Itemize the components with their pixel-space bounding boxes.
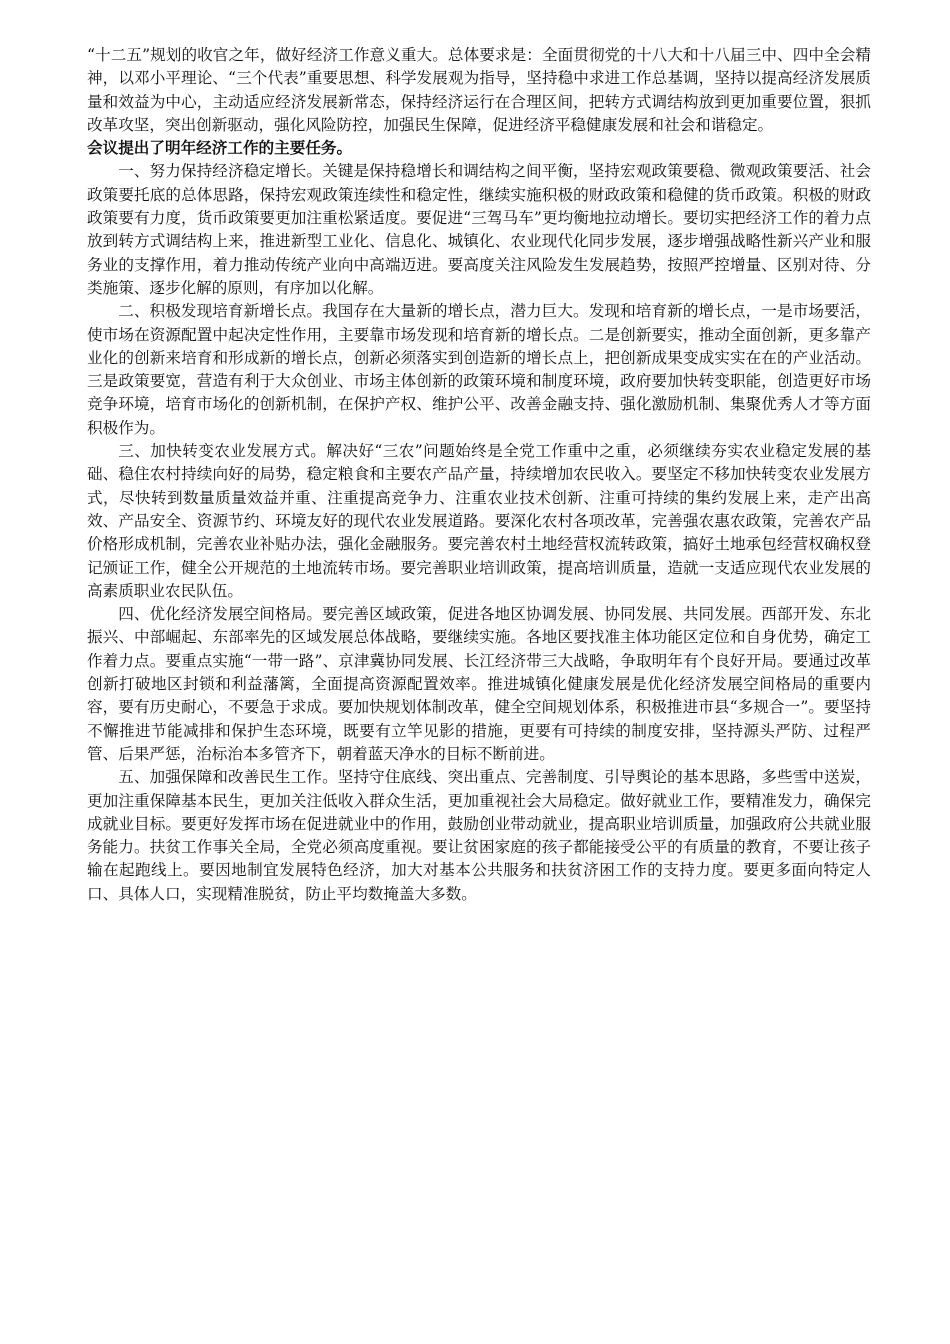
intro-paragraph: “十二五”规划的收官之年，做好经济工作意义重大。总体要求是：全面贯彻党的十八大和十八届三中、四中全会精神，以邓小平理论、“三个代表”重要思想、科学发展观为指导，坚持稳中求进工作总基调，坚持以提高经济发展质量和效益为中心，主动适应经济发展新常态，保持经济运行在合理区间，把转方式调结构放到更加重要位置，狠抓改革攻坚，突出创新驱动，强化风险防控，加强民生保障，促进经济平稳健康发展和社会和谐稳定。 — [87, 46, 871, 134]
task-paragraph-3: 三、加快转变农业发展方式。解决好“三农”问题始终是全党工作重中之重，必须继续夯实农业稳定发展的基础、稳住农村持续向好的局势，稳定粮食和主要农产品产量，持续增加农民收入。要坚定不移加快转变农业发展方式，尽快转到数量质量效益并重、注重提高竞争力、注重农业技术创新、注重可持续的集约发展上来，走产出高效、产品安全、资源节约、环境友好的现代农业发展道路。要深化农村各项改革，完善强农惠农政策，完善农产品价格形成机制，完善农业补贴办法，强化金融服务。要完善农村土地经营权流转政策，搞好土地承包经营权确权登记颁证工作，健全公开规范的土地流转市场。要完善职业培训政策，提高培训质量，造就一支适应现代农业发展的高素质职业农民队伍。 — [87, 442, 871, 600]
task-paragraph-2: 二、积极发现培育新增长点。我国存在大量新的增长点，潜力巨大。发现和培育新的增长点，一是市场要活，使市场在资源配置中起决定性作用，主要靠市场发现和培育新的增长点。二是创新要实，推动全面创新，更多靠产业化的创新来培育和形成新的增长点，创新必须落实到创造新的增长点上，把创新成果变成实实在在的产业活动。三是政策要宽，营造有利于大众创业、市场主体创新的政策环境和制度环境，政府要加快转变职能，创造更好市场竞争环境，培育市场化的创新机制，在保护产权、维护公平、改善金融支持、强化激励机制、集聚优秀人才等方面积极作为。 — [87, 302, 871, 437]
task-paragraph-1: 一、努力保持经济稳定增长。关键是保持稳增长和调结构之间平衡，坚持宏观政策要稳、微观政策要活、社会政策要托底的总体思路，保持宏观政策连续性和稳定性，继续实施积极的财政政策和稳健的货币政策。积极的财政政策要有力度，货币政策要更加注重松紧适度。要促进“三驾马车”更均衡地拉动增长。要切实把经济工作的着力点放到转方式调结构上来，推进新型工业化、信息化、城镇化、农业现代化同步发展，逐步增强战略性新兴产业和服务业的支撑作用，着力推动传统产业向中高端迈进。要高度关注风险发生发展趋势，按照严控增量、区别对待、分类施策、逐步化解的原则，有序加以化解。 — [87, 162, 871, 297]
task-paragraph-4: 四、优化经济发展空间格局。要完善区域政策，促进各地区协调发展、协同发展、共同发展。西部开发、东北振兴、中部崛起、东部率先的区域发展总体战略，要继续实施。各地区要找准主体功能区定位和自身优势，确定工作着力点。要重点实施“一带一路”、京津冀协同发展、长江经济带三大战略，争取明年有个良好开局。要通过改革创新打破地区封锁和利益藩篱，全面提高资源配置效率。推进城镇化健康发展是优化经济发展空间格局的重要内容，要有历史耐心，不要急于求成。要加快规划体制改革，健全空间规划体系，积极推进市县“多规合一”。要坚持不懈推进节能减排和保护生态环境，既要有立竿见影的措施，更要有可持续的制度安排，坚持源头严防、过程严管、后果严惩，治标治本多管齐下，朝着蓝天净水的目标不断前进。 — [87, 605, 871, 763]
document-page — [87, 44, 871, 906]
task-paragraph-5: 五、加强保障和改善民生工作。坚持守住底线、突出重点、完善制度、引导舆论的基本思路，多些雪中送炭，更加注重保障基本民生，更加关注低收入群众生活，更加重视社会大局稳定。做好就业工作，要精准发力，确保完成就业目标。要更好发挥市场在促进就业中的作用，鼓励创业带动就业，提高职业培训质量，加强政府公共就业服务能力。扶贫工作事关全局，全党必须高度重视。要让贫困家庭的孩子都能接受公平的有质量的教育，不要让孩子输在起跑线上。要因地制宜发展特色经济，加大对基本公共服务和扶贫济困工作的支持力度。要更多面向特定人口、具体人口，实现精准脱贫，防止平均数掩盖大多数。 — [87, 768, 871, 903]
section-heading: 会议提出了明年经济工作的主要任务。 — [87, 139, 353, 158]
